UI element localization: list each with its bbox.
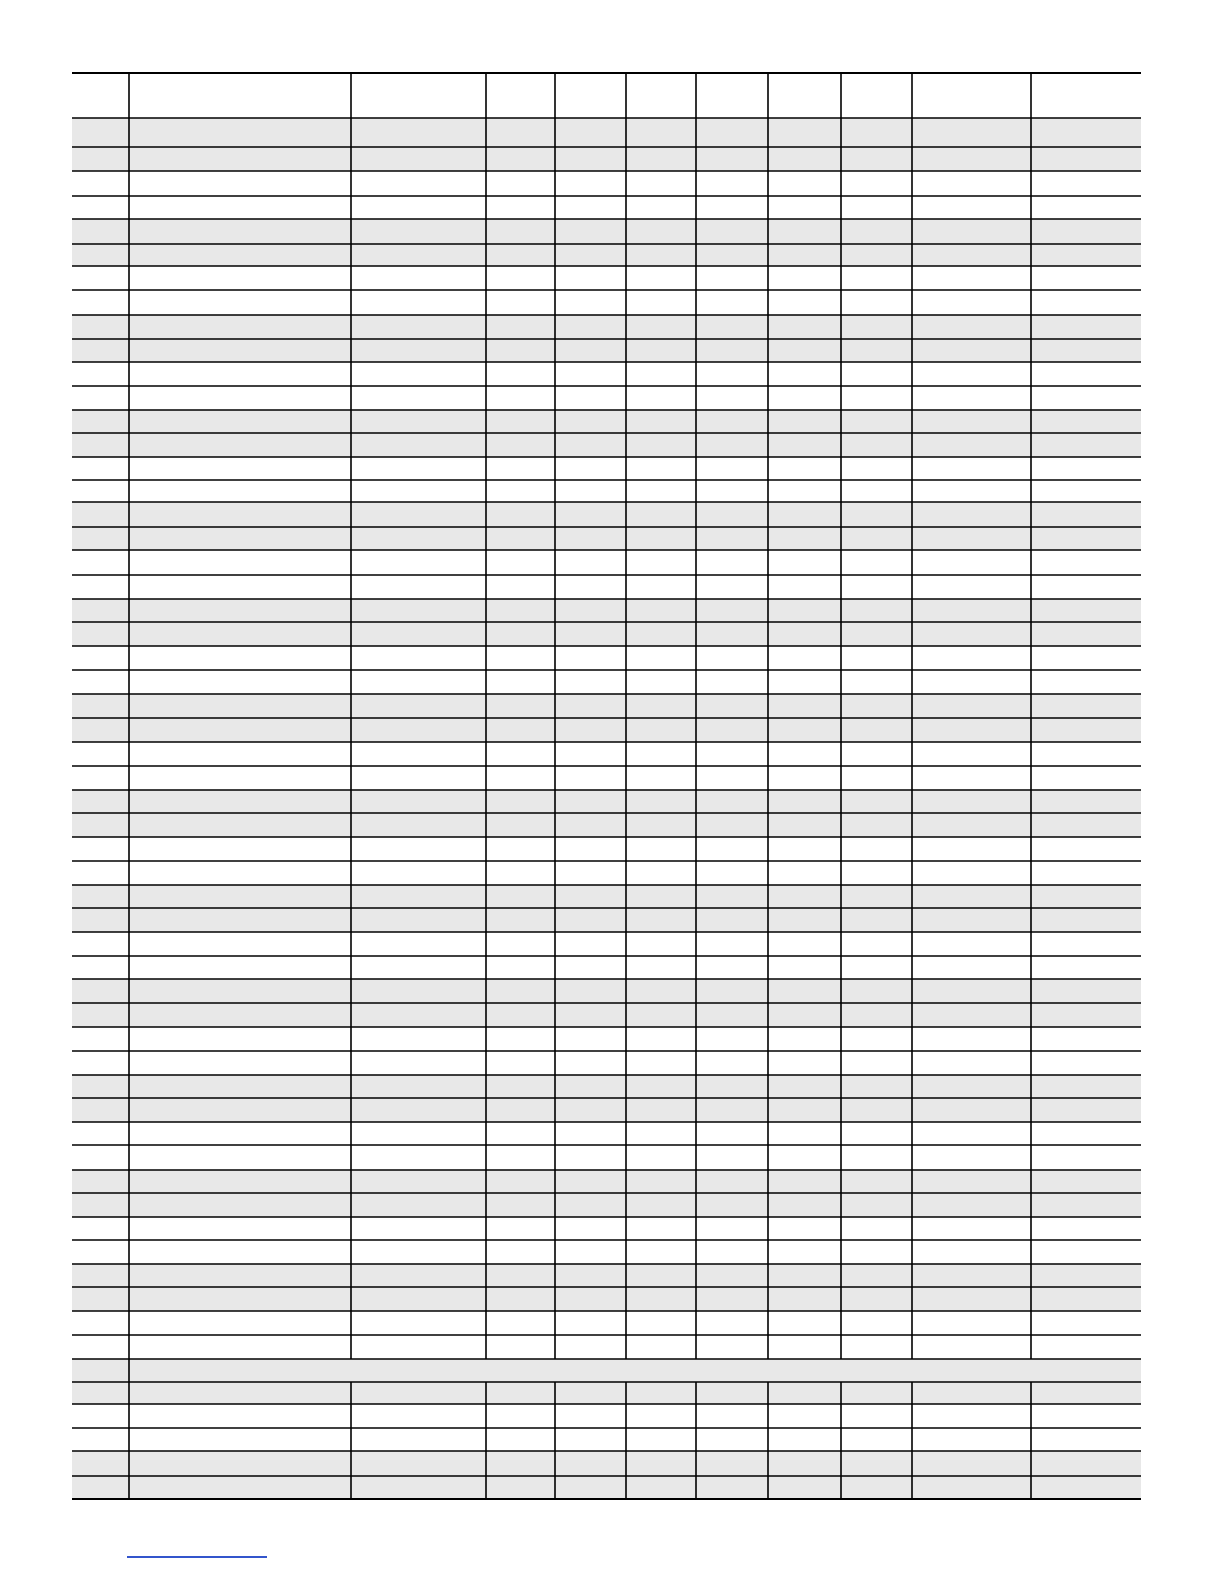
table-row-band (72, 908, 1141, 932)
table-row-band (72, 1075, 1141, 1098)
table-row-band (72, 790, 1141, 813)
table-row-band (72, 1476, 1141, 1499)
table-row-band (72, 502, 1141, 527)
table-row-band (72, 1193, 1141, 1217)
table-row-band (72, 813, 1141, 837)
table-row-band (72, 339, 1141, 362)
table-row-band (72, 694, 1141, 718)
table-row-band (72, 979, 1141, 1003)
table-row-band (72, 527, 1141, 550)
table-row-band (72, 1170, 1141, 1193)
table-row-band (72, 219, 1141, 244)
table-row-band (72, 1382, 1141, 1404)
table-row-band (72, 433, 1141, 457)
table-row-band (72, 147, 1141, 171)
table-row-band (72, 1451, 1141, 1476)
table-row-band (72, 1003, 1141, 1027)
table-row-band (72, 1359, 1141, 1382)
table-row-band (72, 1098, 1141, 1122)
table-row-band (72, 118, 1141, 147)
table-row-band (72, 599, 1141, 622)
table-row-band (72, 718, 1141, 742)
table-row-band (72, 410, 1141, 433)
table-row-band (72, 1287, 1141, 1311)
table-row-band (72, 315, 1141, 339)
table-row-band (72, 622, 1141, 646)
table-row-band (72, 244, 1141, 266)
footer-link-underline[interactable] (127, 1556, 267, 1558)
table-row-band (72, 1264, 1141, 1287)
table-row-band (72, 885, 1141, 908)
